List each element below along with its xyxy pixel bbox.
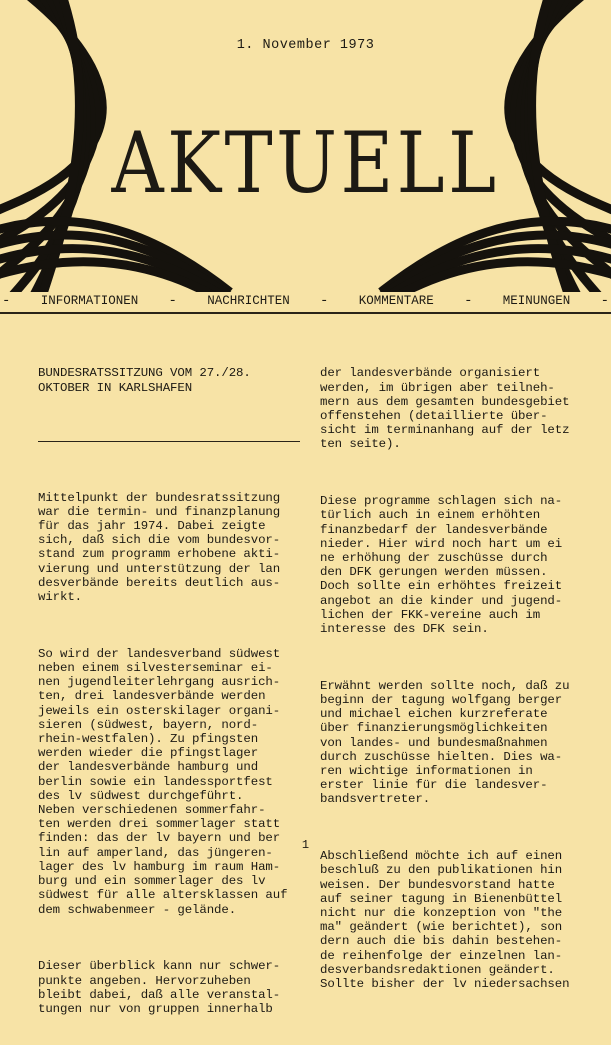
rubric-separator: - xyxy=(2,293,11,309)
rubric-informationen: INFORMATIONEN xyxy=(40,294,139,308)
page-number: 1 xyxy=(301,838,310,852)
rubric-nachrichten: NACHRICHTEN xyxy=(207,294,290,308)
paragraph: Mittelpunkt der bundesratssitzung war die termin- und finanzplanung für das jahr 1974. Dabei zeigte sich, daß sich die vom bundesvor- stand zum programm erhobene akti- vierung und unterstützung der lan desverbände bereits deutlich aus- wirkt. xyxy=(38,490,281,605)
paragraph: der landesverbände organisiert werden, im übrigen aber teilneh- mern aus dem gesamten bundesgebiet offenstehen (detaillierte über- sicht im terminanhang auf der letz ten seite). xyxy=(320,366,570,452)
paragraph: Diese programme schlagen sich na- türlich auch in einem erhöhten finanzbedarf der landesverbände nieder. Hier wird noch hart um ei ne erhöhung der zuschüsse durch den DFK gerungen werden müssen. Doch sollte ein erhöhtes freizeit angebot an die kinder und jugend- lichen der FKK-vereine auch im interesse des DFK sein. xyxy=(320,494,563,637)
paragraph: Dieser überblick kann nur schwer- punkte angeben. Hervorzuheben bleibt dabei, daß alle veranstal- tungen nur von gruppen innerhalb xyxy=(38,959,281,1016)
paragraph: So wird der landesverband südwest neben einem silvesterseminar ei- nen jugendleiterlehrgang ausrich- ten, drei landesverbände werden jeweils ein osterskilager organi- sieren (südwest, bayern, nord- rhein-westfalen). Zu pfingsten werden wieder die pfingstlager der landesverbände hamburg und berlin sowie ein landessportfest des lv südwest durchgeführt. Neben verschiedenen sommerfahr- ten werden drei sommerlager statt finden: das der lv bayern und ber lin auf amperland, das jüngeren- lager des lv hamburg im raum Ham- burg und ein sommerlager des lv südwest für alle altersklassen auf dem schwabenmeer - gelände. xyxy=(38,646,288,917)
rubric-separator: - xyxy=(168,293,177,309)
rubric-separator: - xyxy=(600,293,609,309)
paragraph: Abschließend möchte ich auf einen beschluß zu den publikationen hin weisen. Der bundesvorstand hatte auf seiner tagung in Bienenbüttel nicht nur die konzeption von "the ma" geändert (wie berichtet), son dern auch die bis dahin bestehen- de reihenfolge der einzelnen lan- desverbandsredaktionen geändert. Sollte bisher der lv niedersachsen xyxy=(320,849,570,992)
article-column-right xyxy=(320,338,592,1020)
rubric-bar xyxy=(0,290,611,314)
masthead xyxy=(0,0,611,292)
article-column-left xyxy=(38,338,308,1045)
masthead-title: AKTUELL xyxy=(111,114,500,212)
heading-rule xyxy=(38,441,300,442)
paragraph: Erwähnt werden sollte noch, daß zu beginn der tagung wolfgang berger und michael eichen kurzreferate über finanzierungsmöglichkeiten von landes- und bundesmaßnahmen durch zuschüsse hielten. Dies wa- ren wichtige informationen in erster linie für die landesver- bandsvertreter. xyxy=(320,678,570,807)
rubric-separator: - xyxy=(320,293,329,309)
article-heading: BUNDESRATSSITZUNG VOM 27./28. OKTOBER IN KARLSHAFEN xyxy=(38,366,251,395)
rubric-separator: - xyxy=(464,293,473,309)
rubric-meinungen: MEINUNGEN xyxy=(502,294,571,308)
issue-date: 1. November 1973 xyxy=(236,38,375,53)
rubric-kommentare: KOMMENTARE xyxy=(358,294,434,308)
